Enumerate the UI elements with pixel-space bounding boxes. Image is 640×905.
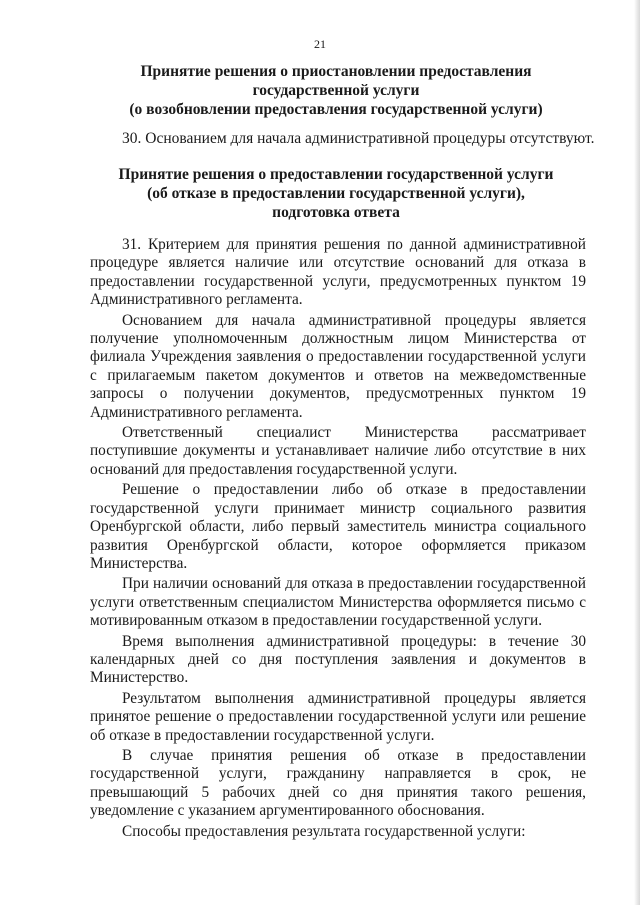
section-heading-suspension: [90, 62, 582, 119]
scan-edge-shadow: [634, 0, 640, 905]
page-number: 21: [314, 37, 326, 51]
document-body: [90, 236, 586, 843]
heading-line: (об отказе в предоставлении государственной услуги),: [147, 185, 525, 202]
heading-line: подготовка ответа: [272, 204, 400, 221]
paragraph-30: 30. Основанием для начала административной процедуры отсутствуют.: [122, 130, 595, 147]
heading-line: Принятие решения о приостановлении предоставления: [140, 63, 532, 80]
heading-line: государственной услуги: [252, 82, 420, 99]
paragraph-refusal-letter: При наличии оснований для отказа в предоставлении государственной услуги ответственным специалистом Министерства оформляется письмо с мотивированным отказом в предоставлении государственной услуги.: [90, 575, 586, 630]
paragraph-notification: В случае принятия решения об отказе в предоставлении государственной услуги, гражданину направляется в срок, не превышающий 5 рабочих дней со дня принятия такого решения, уведомление с указанием аргументированного обоснования.: [90, 746, 586, 820]
heading-line: Принятие решения о предоставлении государственной услуги: [118, 166, 554, 183]
paragraph-31: 31. Критерием для принятия решения по данной административной процедуре является наличие или отсутствие оснований для отказа в предоставлении государственной услуги, предусмотренных пунктом 19 Административного регламента.: [90, 236, 586, 309]
paragraph-duration: Время выполнения административной процедуры: в течение 30 календарных дней со дня поступления заявления и документов в Министерство.: [90, 632, 586, 687]
paragraph-basis: Основанием для начала административной процедуры является получение уполномоченным должностным лицом Министерства от филиала Учреждения заявления о предоставлении государственной услуги с прилагаемым пакетом документов и ответов на межведомственные запросы о получении документов, предусмотренных пунктом 19 Административного регламента.: [90, 311, 586, 421]
section-heading-decision: [90, 165, 582, 222]
paragraph-delivery-methods: Способы предоставления результата государственной услуги:: [122, 822, 526, 840]
paragraph-result: Результатом выполнения административной процедуры является принятое решение о предоставлении государственной услуги или решение об отказе в предоставлении государственной услуги.: [90, 689, 586, 744]
heading-line: (о возобновлении предоставления государственной услуги): [129, 101, 543, 118]
paragraph-decision: Решение о предоставлении либо об отказе в предоставлении государственной услуги принимает министр социального развития Оренбургской области, либо первый заместитель министра социального развития Оренбургской области, которое оформляется приказом Министерства.: [90, 481, 586, 572]
paragraph-review: Ответственный специалист Министерства рассматривает поступившие документы и устанавливает наличие либо отсутствие в них оснований для предоставления государственной услуги.: [90, 424, 586, 478]
